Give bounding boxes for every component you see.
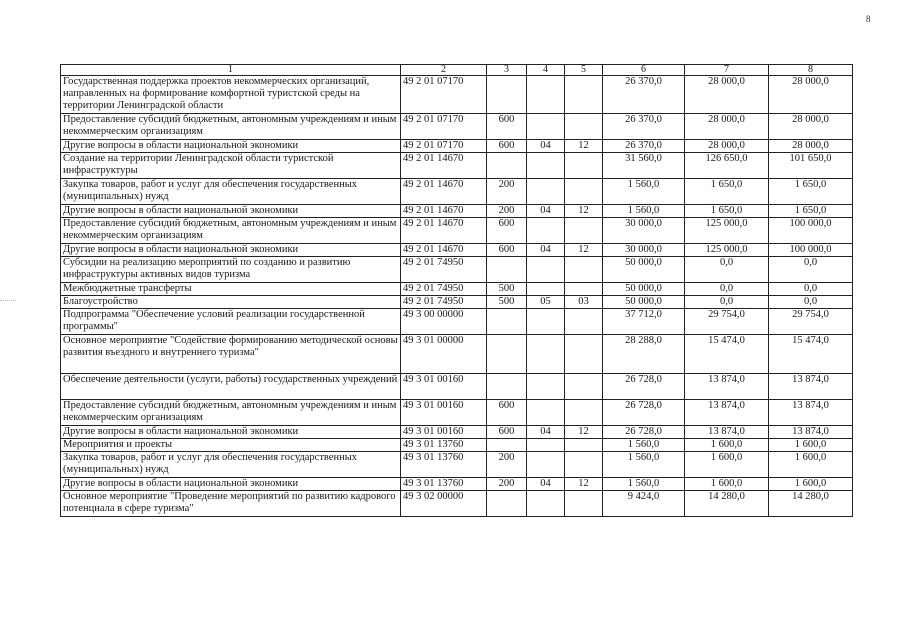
amount-col7: 1 600,0 (685, 478, 769, 491)
target-code: 49 2 01 14670 (401, 205, 487, 218)
table-row (61, 491, 853, 517)
target-code: 49 3 01 13760 (401, 478, 487, 491)
row-name: Предоставление субсидий бюджетным, автономным учреждениям и иным некоммерческим организациям (61, 400, 401, 426)
amount-col7: 13 874,0 (685, 426, 769, 439)
amount-col6: 37 712,0 (603, 309, 685, 335)
amount-col7: 1 600,0 (685, 439, 769, 452)
amount-col8: 0,0 (769, 283, 853, 296)
expense-type: 600 (487, 218, 527, 244)
amount-col8: 14 280,0 (769, 491, 853, 517)
row-name: Мероприятия и проекты (61, 439, 401, 452)
amount-col7: 126 650,0 (685, 153, 769, 179)
row-name: Межбюджетные трансферты (61, 283, 401, 296)
amount-col8: 100 000,0 (769, 244, 853, 257)
expense-type (487, 153, 527, 179)
amount-col8: 13 874,0 (769, 426, 853, 439)
expense-type: 600 (487, 114, 527, 140)
amount-col7: 28 000,0 (685, 76, 769, 114)
target-code: 49 3 02 00000 (401, 491, 487, 517)
table-row (61, 244, 853, 257)
target-code: 49 2 01 14670 (401, 179, 487, 205)
amount-col8: 0,0 (769, 257, 853, 283)
section-code (527, 309, 565, 335)
table-row (61, 426, 853, 439)
table-row (61, 478, 853, 491)
table-header-row (61, 65, 853, 76)
subsection-code: 12 (565, 244, 603, 257)
expense-type: 200 (487, 179, 527, 205)
section-code (527, 374, 565, 400)
subsection-code (565, 218, 603, 244)
amount-col6: 1 560,0 (603, 205, 685, 218)
subsection-code: 12 (565, 478, 603, 491)
table-row (61, 205, 853, 218)
row-name: Основное мероприятие "Проведение мероприятий по развитию кадрового потенциала в сфере туризма" (61, 491, 401, 517)
row-name: Другие вопросы в области национальной экономики (61, 478, 401, 491)
amount-col6: 30 000,0 (603, 218, 685, 244)
target-code: 49 3 01 13760 (401, 452, 487, 478)
subsection-code (565, 491, 603, 517)
expense-type: 600 (487, 244, 527, 257)
target-code: 49 2 01 74950 (401, 296, 487, 309)
amount-col7: 28 000,0 (685, 114, 769, 140)
subsection-code (565, 179, 603, 205)
section-code (527, 400, 565, 426)
target-code: 49 2 01 74950 (401, 283, 487, 296)
section-code: 04 (527, 478, 565, 491)
table-row (61, 309, 853, 335)
amount-col6: 26 370,0 (603, 140, 685, 153)
expense-type: 600 (487, 400, 527, 426)
subsection-code (565, 335, 603, 374)
target-code: 49 2 01 74950 (401, 257, 487, 283)
table-row (61, 76, 853, 114)
amount-col8: 28 000,0 (769, 114, 853, 140)
section-code (527, 218, 565, 244)
subsection-code (565, 309, 603, 335)
expense-type (487, 335, 527, 374)
target-code: 49 2 01 14670 (401, 153, 487, 179)
amount-col6: 50 000,0 (603, 257, 685, 283)
expense-type (487, 374, 527, 400)
amount-col8: 28 000,0 (769, 140, 853, 153)
section-code (527, 452, 565, 478)
amount-col6: 50 000,0 (603, 283, 685, 296)
row-name: Предоставление субсидий бюджетным, автономным учреждениям и иным некоммерческим организациям (61, 218, 401, 244)
amount-col6: 26 370,0 (603, 114, 685, 140)
amount-col8: 0,0 (769, 296, 853, 309)
target-code: 49 3 01 00160 (401, 374, 487, 400)
row-name: Основное мероприятие "Содействие формированию методической основы развития въездного и внутреннего туризма" (61, 335, 401, 374)
amount-col6: 28 288,0 (603, 335, 685, 374)
target-code: 49 2 01 07170 (401, 76, 487, 114)
target-code: 49 3 01 00000 (401, 335, 487, 374)
amount-col8: 13 874,0 (769, 374, 853, 400)
budget-table (60, 64, 853, 517)
expense-type (487, 309, 527, 335)
amount-col7: 28 000,0 (685, 140, 769, 153)
expense-type: 600 (487, 426, 527, 439)
table-row (61, 257, 853, 283)
table-row (61, 179, 853, 205)
expense-type: 200 (487, 205, 527, 218)
target-code: 49 3 01 00160 (401, 400, 487, 426)
amount-col8: 100 000,0 (769, 218, 853, 244)
section-code (527, 335, 565, 374)
subsection-code (565, 400, 603, 426)
row-name: Другие вопросы в области национальной экономики (61, 205, 401, 218)
target-code: 49 3 01 00160 (401, 426, 487, 439)
amount-col8: 101 650,0 (769, 153, 853, 179)
section-code (527, 179, 565, 205)
amount-col7: 1 650,0 (685, 179, 769, 205)
subsection-code (565, 76, 603, 114)
row-name: Другие вопросы в области национальной экономики (61, 140, 401, 153)
target-code: 49 3 00 00000 (401, 309, 487, 335)
expense-type: 200 (487, 452, 527, 478)
amount-col6: 26 728,0 (603, 400, 685, 426)
section-code (527, 257, 565, 283)
column-header: 2 (401, 65, 487, 76)
amount-col7: 13 874,0 (685, 400, 769, 426)
row-name: Создание на территории Ленинградской области туристской инфраструктуры (61, 153, 401, 179)
expense-type: 500 (487, 296, 527, 309)
section-code (527, 114, 565, 140)
subsection-code (565, 374, 603, 400)
section-code (527, 439, 565, 452)
target-code: 49 3 01 13760 (401, 439, 487, 452)
amount-col7: 14 280,0 (685, 491, 769, 517)
amount-col8: 1 650,0 (769, 179, 853, 205)
table-row (61, 374, 853, 400)
target-code: 49 2 01 07170 (401, 140, 487, 153)
expense-type: 600 (487, 140, 527, 153)
subsection-code (565, 114, 603, 140)
table-row (61, 218, 853, 244)
table-row (61, 153, 853, 179)
subsection-code (565, 283, 603, 296)
amount-col7: 29 754,0 (685, 309, 769, 335)
amount-col7: 1 650,0 (685, 205, 769, 218)
expense-type (487, 257, 527, 283)
section-code: 04 (527, 244, 565, 257)
row-name: Предоставление субсидий бюджетным, автономным учреждениям и иным некоммерческим организациям (61, 114, 401, 140)
amount-col6: 26 728,0 (603, 374, 685, 400)
amount-col8: 29 754,0 (769, 309, 853, 335)
amount-col6: 1 560,0 (603, 439, 685, 452)
subsection-code (565, 452, 603, 478)
subsection-code: 03 (565, 296, 603, 309)
margin-mark (0, 300, 16, 301)
amount-col8: 1 600,0 (769, 478, 853, 491)
section-code: 05 (527, 296, 565, 309)
table-row (61, 335, 853, 374)
section-code (527, 76, 565, 114)
row-name: Благоустройство (61, 296, 401, 309)
amount-col8: 1 600,0 (769, 452, 853, 478)
row-name: Другие вопросы в области национальной экономики (61, 244, 401, 257)
subsection-code: 12 (565, 140, 603, 153)
target-code: 49 2 01 07170 (401, 114, 487, 140)
amount-col7: 0,0 (685, 296, 769, 309)
amount-col8: 1 650,0 (769, 205, 853, 218)
column-header: 4 (527, 65, 565, 76)
page-number: 8 (866, 14, 871, 24)
column-header: 6 (603, 65, 685, 76)
column-header: 3 (487, 65, 527, 76)
table-row (61, 283, 853, 296)
subsection-code (565, 153, 603, 179)
section-code: 04 (527, 205, 565, 218)
amount-col6: 30 000,0 (603, 244, 685, 257)
column-header: 8 (769, 65, 853, 76)
section-code: 04 (527, 140, 565, 153)
amount-col7: 0,0 (685, 257, 769, 283)
table-row (61, 114, 853, 140)
expense-type: 500 (487, 283, 527, 296)
table-row (61, 400, 853, 426)
table-row (61, 140, 853, 153)
row-name: Другие вопросы в области национальной экономики (61, 426, 401, 439)
row-name: Подпрограмма "Обеспечение условий реализации государственной программы" (61, 309, 401, 335)
amount-col7: 125 000,0 (685, 244, 769, 257)
row-name: Закупка товаров, работ и услуг для обеспечения государственных (муниципальных) нужд (61, 452, 401, 478)
section-code (527, 283, 565, 296)
expense-type (487, 439, 527, 452)
column-header: 7 (685, 65, 769, 76)
amount-col8: 15 474,0 (769, 335, 853, 374)
row-name: Субсидии на реализацию мероприятий по созданию и развитию инфраструктуры активных видов туризма (61, 257, 401, 283)
expense-type (487, 491, 527, 517)
subsection-code: 12 (565, 426, 603, 439)
column-header: 1 (61, 65, 401, 76)
table-row (61, 439, 853, 452)
row-name: Обеспечение деятельности (услуги, работы) государственных учреждений (61, 374, 401, 400)
column-header: 5 (565, 65, 603, 76)
row-name: Государственная поддержка проектов некоммерческих организаций, направленных на формирование комфортной туристской среды на территории Ленинградской области (61, 76, 401, 114)
subsection-code (565, 439, 603, 452)
amount-col6: 9 424,0 (603, 491, 685, 517)
subsection-code: 12 (565, 205, 603, 218)
subsection-code (565, 257, 603, 283)
amount-col7: 125 000,0 (685, 218, 769, 244)
table-row (61, 296, 853, 309)
row-name: Закупка товаров, работ и услуг для обеспечения государственных (муниципальных) нужд (61, 179, 401, 205)
amount-col6: 1 560,0 (603, 179, 685, 205)
amount-col7: 13 874,0 (685, 374, 769, 400)
amount-col8: 13 874,0 (769, 400, 853, 426)
amount-col6: 50 000,0 (603, 296, 685, 309)
amount-col6: 26 728,0 (603, 426, 685, 439)
amount-col7: 15 474,0 (685, 335, 769, 374)
section-code (527, 491, 565, 517)
amount-col6: 1 560,0 (603, 452, 685, 478)
section-code: 04 (527, 426, 565, 439)
expense-type (487, 76, 527, 114)
target-code: 49 2 01 14670 (401, 218, 487, 244)
amount-col8: 1 600,0 (769, 439, 853, 452)
amount-col7: 1 600,0 (685, 452, 769, 478)
amount-col6: 1 560,0 (603, 478, 685, 491)
target-code: 49 2 01 14670 (401, 244, 487, 257)
expense-type: 200 (487, 478, 527, 491)
amount-col6: 26 370,0 (603, 76, 685, 114)
amount-col7: 0,0 (685, 283, 769, 296)
amount-col8: 28 000,0 (769, 76, 853, 114)
section-code (527, 153, 565, 179)
table-row (61, 452, 853, 478)
amount-col6: 31 560,0 (603, 153, 685, 179)
